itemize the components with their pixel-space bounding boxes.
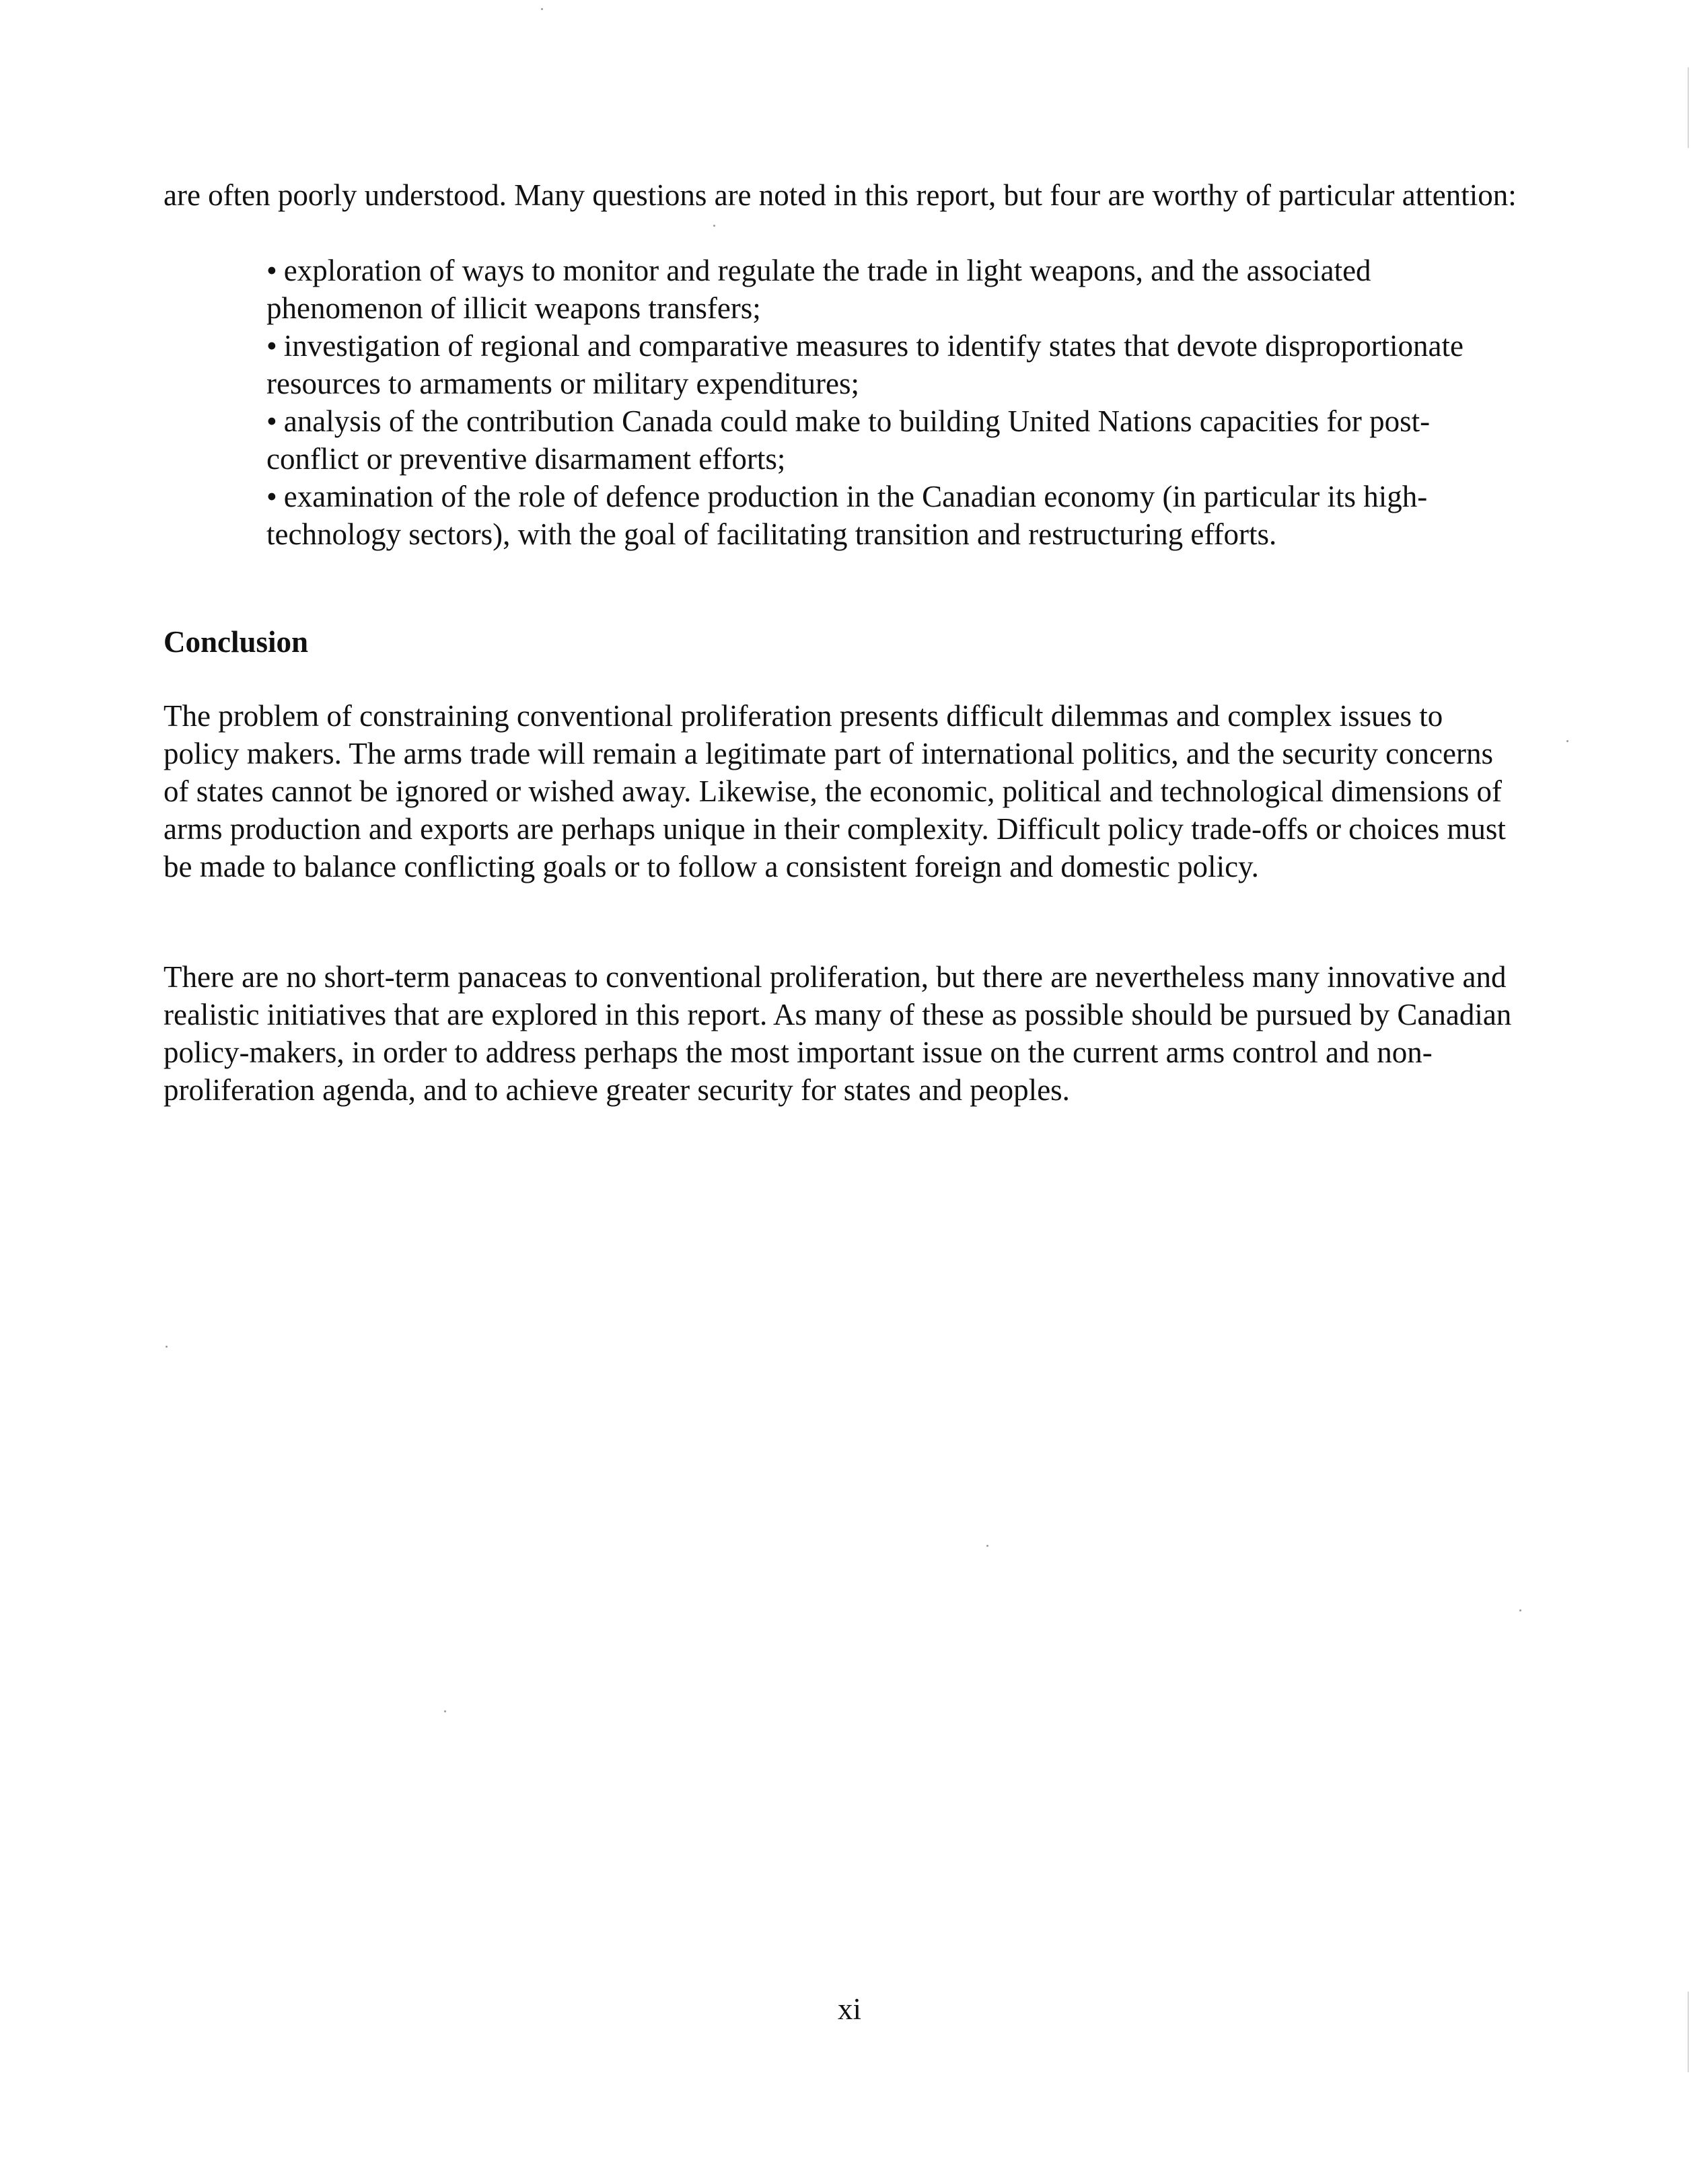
bullet-text: investigation of regional and comparative measures to identify states that devote disproportionate resources to armaments or military expenditures; xyxy=(266,329,1464,400)
bullet-text: examination of the role of defence production in the Canadian economy (in particular its high-technology sectors), with the goal of facilitating transition and restructuring efforts. xyxy=(266,480,1428,551)
list-item xyxy=(266,478,1505,553)
scan-speck xyxy=(986,1545,988,1547)
scan-edge-line xyxy=(1688,1992,1689,2072)
scan-edge-line xyxy=(1688,67,1689,148)
bullet-icon: • xyxy=(266,404,277,438)
bullet-icon: • xyxy=(266,329,277,363)
scan-speck xyxy=(166,1346,168,1348)
page-number: xi xyxy=(837,1992,861,2026)
list-item xyxy=(266,327,1505,402)
section-heading: Conclusion xyxy=(164,625,309,659)
bullet-icon: • xyxy=(266,254,277,287)
list-item xyxy=(266,252,1505,327)
scan-speck xyxy=(444,1710,446,1712)
bullet-text: analysis of the contribution Canada could make to building United Nations capacities for post-conflict or preventive disarmament efforts; xyxy=(266,404,1431,476)
conclusion-paragraph-2: There are no short-term panaceas to conventional proliferation, but there are nevertheless many innovative and realistic initiatives that are explored in this report. As many of these as possible should be pursued by Canadian policy-makers, in order to address perhaps the most important issue on the current arms control and non-proliferation agenda, and to achieve greater security for states and peoples. xyxy=(164,960,1512,1107)
conclusion-paragraph-1: The problem of constraining conventional proliferation presents difficult dilemmas and complex issues to policy makers. The arms trade will remain a legitimate part of international politics, and the security concerns of states cannot be ignored or wished away. Likewise, the economic, political and technological dimensions of arms production and exports are perhaps unique in their complexity. Difficult policy trade-offs or choices must be made to balance conflicting goals or to follow a consistent foreign and domestic policy. xyxy=(164,699,1506,883)
list-item xyxy=(266,402,1505,478)
bullet-list xyxy=(266,252,1505,553)
intro-paragraph: are often poorly understood. Many questions are noted in this report, but four are worthy of particular attention: xyxy=(164,178,1517,212)
scan-speck xyxy=(1566,740,1568,742)
scan-speck xyxy=(541,8,543,10)
scan-speck xyxy=(713,225,715,227)
bullet-icon: • xyxy=(266,480,277,513)
bullet-text: exploration of ways to monitor and regulate the trade in light weapons, and the associated phenomenon of illicit weapons transfers; xyxy=(266,254,1371,325)
scan-speck xyxy=(1519,1609,1521,1611)
